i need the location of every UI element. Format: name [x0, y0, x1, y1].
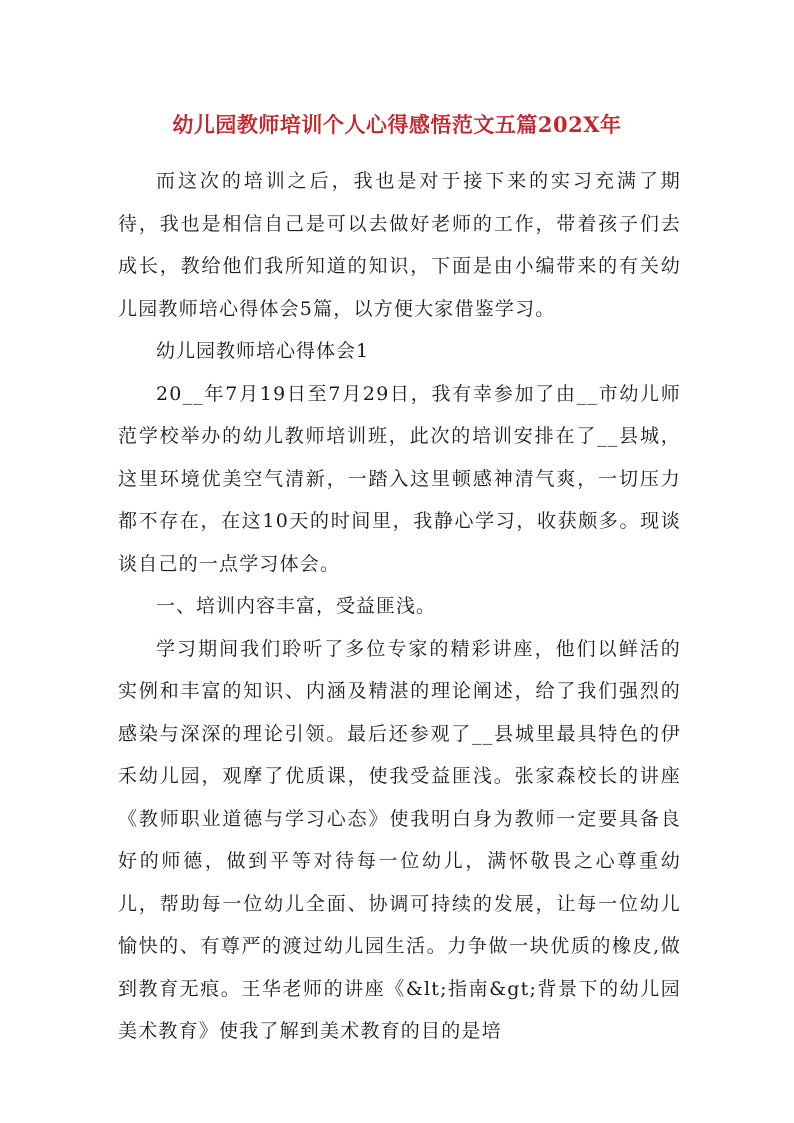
subsection-heading: 一、培训内容丰富，受益匪浅。 [156, 595, 437, 617]
intro-paragraph: 而这次的培训之后，我也是对于接下来的实习充满了期待，我也是相信自己是可以去做好老师的工作，带着孩子们去成长，教给他们我所知道的知识，下面是由小编带来的有关幼儿园教师培心得体会5篇，以方便大家借鉴学习。 [118, 170, 681, 320]
body-paragraph: 学习期间我们聆听了多位专家的精彩讲座，他们以鲜活的实例和丰富的知识、内涵及精湛的理论阐述，给了我们强烈的感染与深深的理论引领。最后还参观了__县城里最具特色的伊禾幼儿园，观摩了优质课，使我受益匪浅。张家森校长的讲座《教师职业道德与学习心态》使我明白身为教师一定要具备良好的师德，做到平等对待每一位幼儿，满怀敬畏之心尊重幼儿，帮助每一位幼儿全面、协调可持续的发展，让每一位幼儿愉快的、有尊严的渡过幼儿园生活。力争做一块优质的橡皮,做到教育无痕。王华老师的讲座《&lt;指南&gt;背景下的幼儿园美术教育》使我了解到美术教育的目的是培 [118, 637, 681, 1042]
document-title: 幼儿园教师培训个人心得感悟范文五篇202X年 [172, 112, 622, 137]
section-heading: 幼儿园教师培心得体会1 [156, 340, 370, 362]
document-body [118, 160, 681, 1053]
body-paragraph: 20__年7月19日至7月29日，我有幸参加了由__市幼儿师范学校举办的幼儿教师培训班，此次的培训安排在了__县城，这里环境优美空气清新，一踏入这里顿感神清气爽，一切压力都不存在，在这10天的时间里，我静心学习，收获颇多。现谈谈自己的一点学习体会。 [118, 382, 681, 575]
